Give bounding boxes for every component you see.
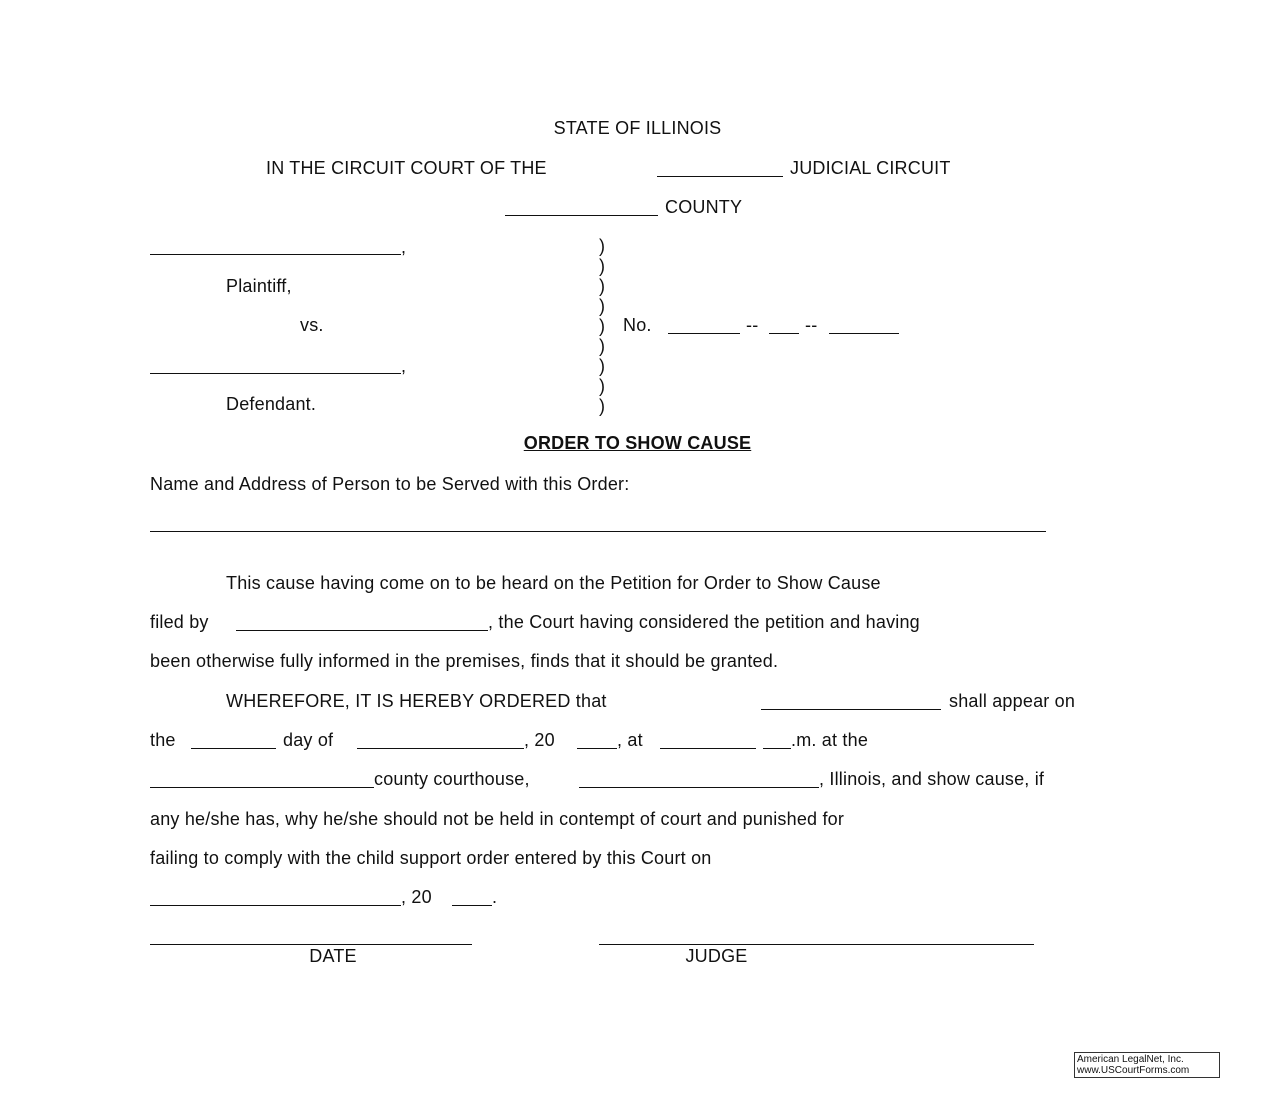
caption-paren: ) — [599, 276, 605, 296]
judge-label: JUDGE — [685, 946, 748, 966]
m-at-the-text: .m. at the — [791, 730, 869, 750]
caption-paren: ) — [599, 336, 605, 356]
vs-label: vs. — [300, 315, 324, 335]
the-text: the — [150, 730, 176, 750]
caption-paren: ) — [599, 236, 605, 256]
at-text: , at — [617, 730, 643, 750]
paragraph-2-line-6: failing to comply with the child support order entered by this Court on — [150, 848, 712, 868]
document-title: ORDER TO SHOW CAUSE — [523, 433, 752, 453]
filed-by-blank[interactable] — [236, 630, 488, 631]
caption-paren: ) — [599, 356, 605, 376]
time-blank[interactable] — [660, 748, 756, 749]
plaintiff-label: Plaintiff, — [226, 276, 292, 296]
year-blank[interactable] — [577, 748, 617, 749]
am-pm-blank[interactable] — [763, 748, 791, 749]
judicial-circuit-blank[interactable] — [657, 176, 783, 177]
case-number-dash: -- — [746, 315, 759, 335]
plaintiff-comma: , — [401, 237, 407, 257]
court-heading-prefix: IN THE CIRCUIT COURT OF THE — [266, 158, 547, 178]
paragraph-1-line-2: , the Court having considered the petition and having — [488, 612, 920, 632]
county-blank[interactable] — [505, 215, 658, 216]
caption-paren: ) — [599, 376, 605, 396]
publisher-name: American LegalNet, Inc. — [1077, 1054, 1184, 1065]
county-heading: COUNTY — [665, 197, 743, 217]
courthouse-city-blank[interactable] — [579, 787, 819, 788]
day-of-text: day of — [283, 730, 334, 750]
case-number-dash: -- — [805, 315, 818, 335]
paragraph-2-line-5: any he/she has, why he/she should not be held in contempt of court and punished for — [150, 809, 845, 829]
illinois-show-cause-text: , Illinois, and show cause, if — [819, 769, 1045, 789]
wherefore-text: WHEREFORE, IT IS HEREBY ORDERED that — [226, 691, 607, 711]
caption-paren: ) — [599, 396, 605, 416]
month-blank[interactable] — [357, 748, 524, 749]
case-number-part3-blank[interactable] — [829, 333, 899, 334]
day-blank[interactable] — [191, 748, 276, 749]
courthouse-county-blank[interactable] — [150, 787, 374, 788]
publisher-url: www.USCourtForms.com — [1077, 1065, 1190, 1076]
case-number-label: No. — [623, 315, 652, 335]
caption-paren: ) — [599, 316, 605, 336]
support-order-year-blank[interactable] — [452, 905, 492, 906]
paragraph-1-line-3: been otherwise fully informed in the premises, finds that it should be granted. — [150, 651, 779, 671]
filed-by-label: filed by — [150, 612, 209, 632]
shall-appear-text: shall appear on — [949, 691, 1076, 711]
year-prefix-text: , 20 — [524, 730, 555, 750]
court-heading-suffix: JUDICIAL CIRCUIT — [790, 158, 951, 178]
plaintiff-name-blank[interactable] — [150, 254, 401, 255]
paragraph-1-line-1: This cause having come on to be heard on the Petition for Order to Show Cause — [226, 573, 881, 593]
served-person-blank[interactable] — [150, 531, 1046, 532]
defendant-label: Defendant. — [226, 394, 317, 414]
publisher-stamp — [1074, 1052, 1220, 1078]
support-order-date-blank[interactable] — [150, 905, 401, 906]
case-number-part2-blank[interactable] — [769, 333, 799, 334]
appearing-party-blank[interactable] — [761, 709, 941, 710]
caption-paren: ) — [599, 296, 605, 316]
case-number-part1-blank[interactable] — [668, 333, 740, 334]
caption-paren: ) — [599, 256, 605, 276]
support-order-year-prefix: , 20 — [401, 887, 432, 907]
defendant-name-blank[interactable] — [150, 373, 401, 374]
date-label: DATE — [309, 946, 357, 966]
support-order-period: . — [492, 887, 498, 907]
served-person-label: Name and Address of Person to be Served with this Order: — [150, 474, 630, 494]
state-heading: STATE OF ILLINOIS — [553, 118, 722, 138]
defendant-comma: , — [401, 356, 407, 376]
courthouse-text: county courthouse, — [374, 769, 530, 789]
